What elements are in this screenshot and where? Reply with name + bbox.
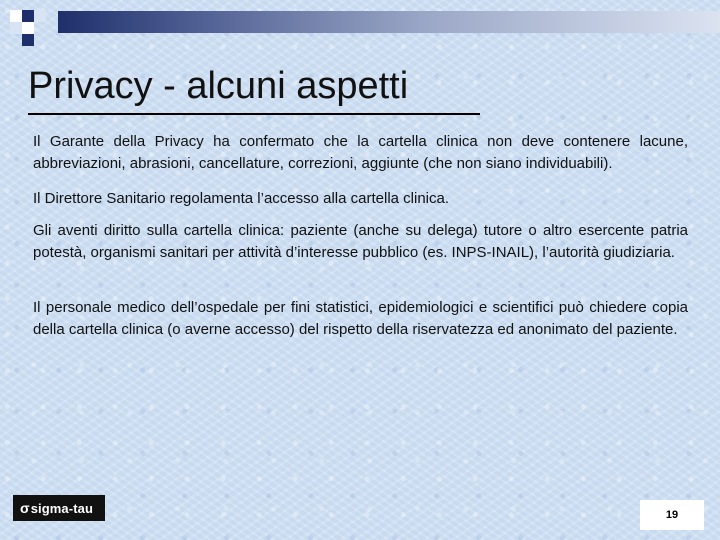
paragraph-aventi-diritto: Gli aventi diritto sulla cartella clinica: paziente (anche su delega) tutore o altro esercente patria potestà, organismi sanitari per attività d’interesse pubblico (es. INPS-INAIL), l’autorità giudiziaria.: [33, 222, 688, 261]
corner-square: [10, 10, 22, 22]
slide-title: Privacy - alcuni aspetti: [28, 65, 409, 107]
corner-squares-decoration: [0, 0, 60, 60]
corner-square: [22, 22, 34, 34]
sigma-tau-logo: [13, 495, 105, 521]
paragraph-personale-medico: Il personale medico dell’ospedale per fini statistici, epidemiologici e scientifici può chiedere copia della cartella clinica (o averne accesso) del rispetto della riservatezza ed anonimato del paziente.: [33, 299, 688, 338]
top-gradient-bar: [58, 11, 720, 33]
corner-square: [34, 10, 46, 22]
corner-square: [10, 22, 22, 34]
logo-text: sigma-tau: [30, 500, 93, 516]
title-underline: [28, 113, 480, 115]
corner-square: [22, 34, 34, 46]
slide-body: [33, 131, 688, 341]
page-number: 19: [640, 500, 704, 530]
sigma-icon: σ: [20, 500, 30, 516]
corner-square: [22, 10, 34, 22]
paragraph-garante: Il Garante della Privacy ha confermato che la cartella clinica non deve contenere lacune, abbreviazioni, abrasioni, cancellature, correzioni, aggiunte (che non siano individuabili).: [33, 133, 688, 172]
paragraph-direttore: Il Direttore Sanitario regolamenta l’accesso alla cartella clinica.: [33, 190, 450, 207]
